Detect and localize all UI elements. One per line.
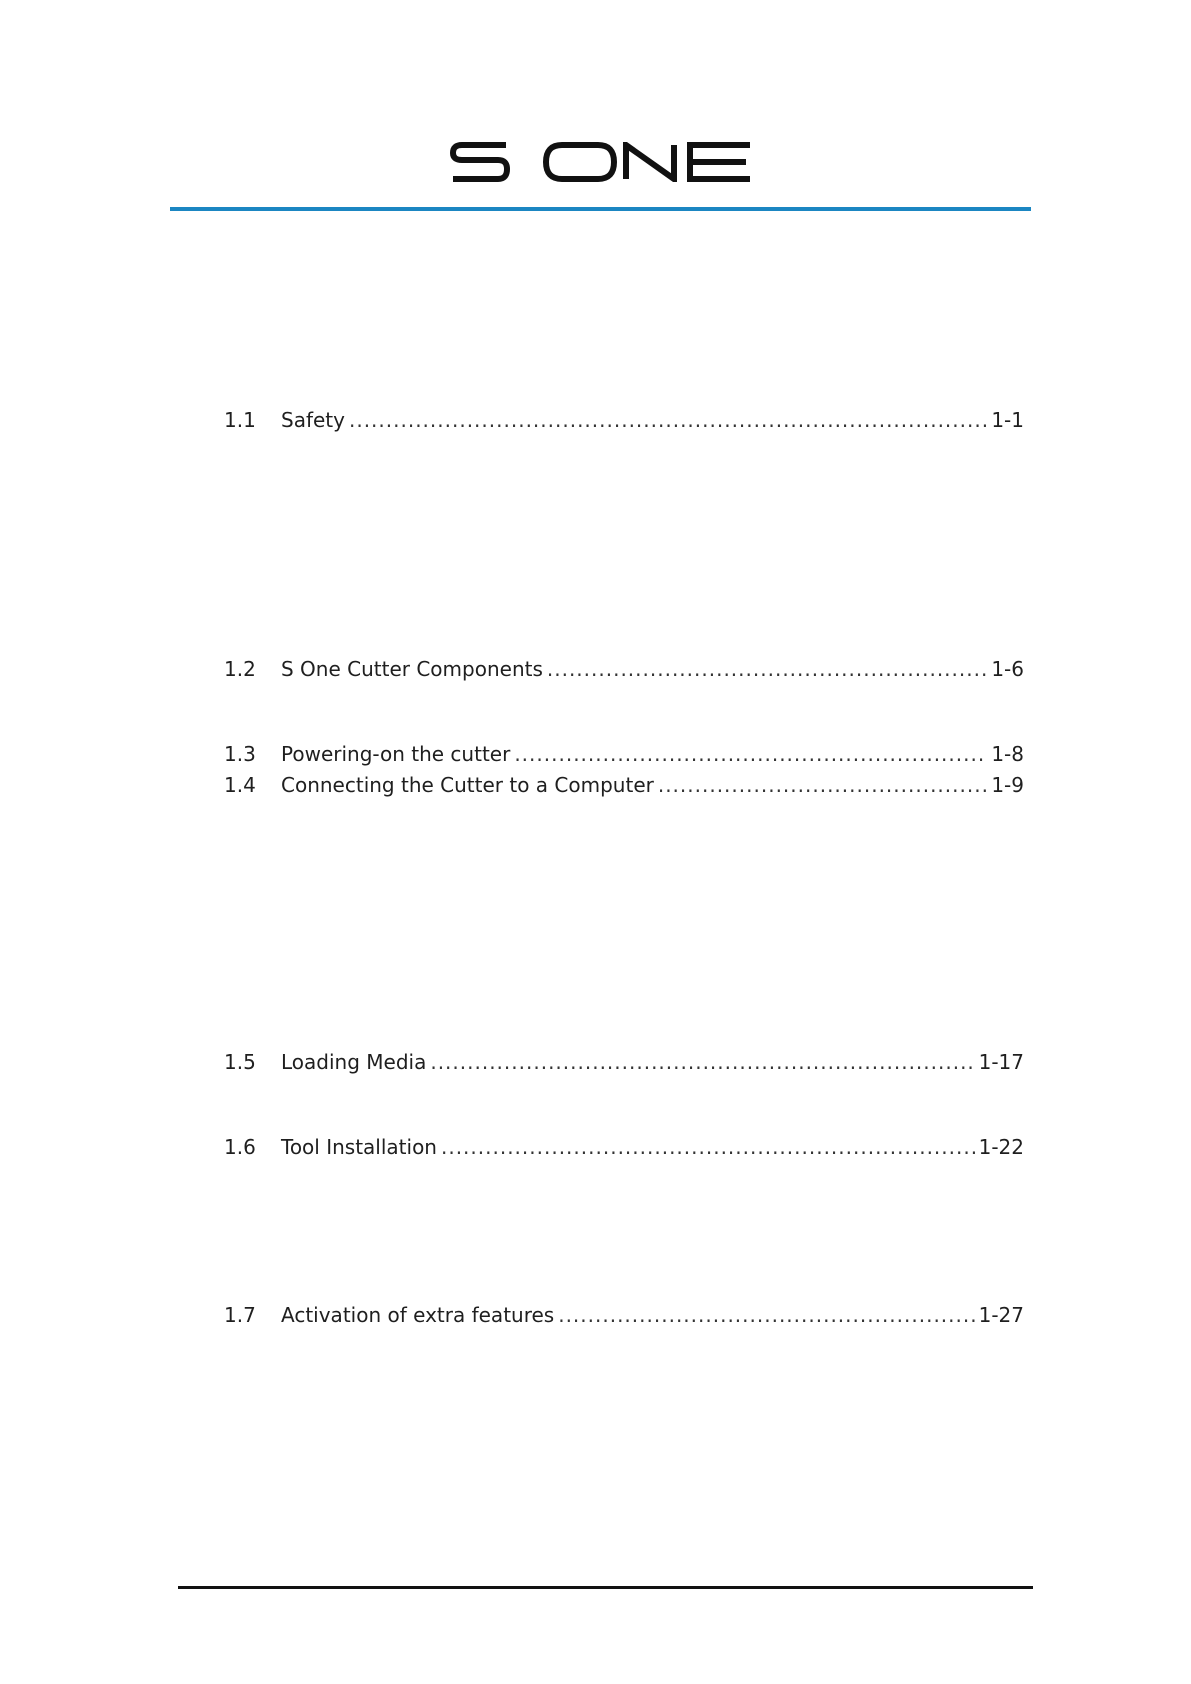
toc-number: 1.3 <box>224 742 256 766</box>
toc-title: Loading Media <box>281 1050 427 1074</box>
toc-entry-1-7[interactable] <box>224 1302 1024 1328</box>
dot-leader <box>558 1302 974 1328</box>
toc-page-number: 1-17 <box>978 1050 1024 1074</box>
dot-leader <box>441 1134 975 1160</box>
dot-leader <box>658 772 987 798</box>
toc-page-number: 1-6 <box>991 657 1024 681</box>
toc-entry-1-2[interactable] <box>224 656 1024 682</box>
toc-title: Powering-on the cutter <box>281 742 511 766</box>
toc-page-number: 1-27 <box>978 1303 1024 1327</box>
toc-page-number: 1-22 <box>978 1135 1024 1159</box>
toc-number: 1.2 <box>224 657 256 681</box>
toc-title: Activation of extra features <box>281 1303 555 1327</box>
dot-leader <box>514 741 987 767</box>
toc-number: 1.1 <box>224 408 256 432</box>
s-one-logo-graphic <box>450 142 754 182</box>
toc-number: 1.5 <box>224 1050 256 1074</box>
toc-entry-1-5[interactable] <box>224 1049 1024 1075</box>
toc-entry-1-6[interactable] <box>224 1134 1024 1160</box>
dot-leader <box>430 1049 974 1075</box>
dot-leader <box>547 656 987 682</box>
toc-entry-1-1[interactable] <box>224 407 1024 433</box>
toc-number: 1.7 <box>224 1303 256 1327</box>
toc-page-number: 1-1 <box>991 408 1024 432</box>
toc-title: S One Cutter Components <box>281 657 543 681</box>
toc-entry-1-4[interactable] <box>224 772 1024 798</box>
toc-page-number: 1-9 <box>991 773 1024 797</box>
header-rule <box>170 207 1031 211</box>
toc-title: Tool Installation <box>281 1135 437 1159</box>
toc-title: Safety <box>281 408 345 432</box>
toc-entry-1-3[interactable] <box>224 741 1024 767</box>
footer-rule <box>178 1586 1033 1589</box>
toc-number: 1.4 <box>224 773 256 797</box>
toc-number: 1.6 <box>224 1135 256 1159</box>
toc-title: Connecting the Cutter to a Computer <box>281 773 654 797</box>
s-one-logo <box>450 142 754 182</box>
toc-page-number: 1-8 <box>991 742 1024 766</box>
dot-leader <box>349 407 987 433</box>
